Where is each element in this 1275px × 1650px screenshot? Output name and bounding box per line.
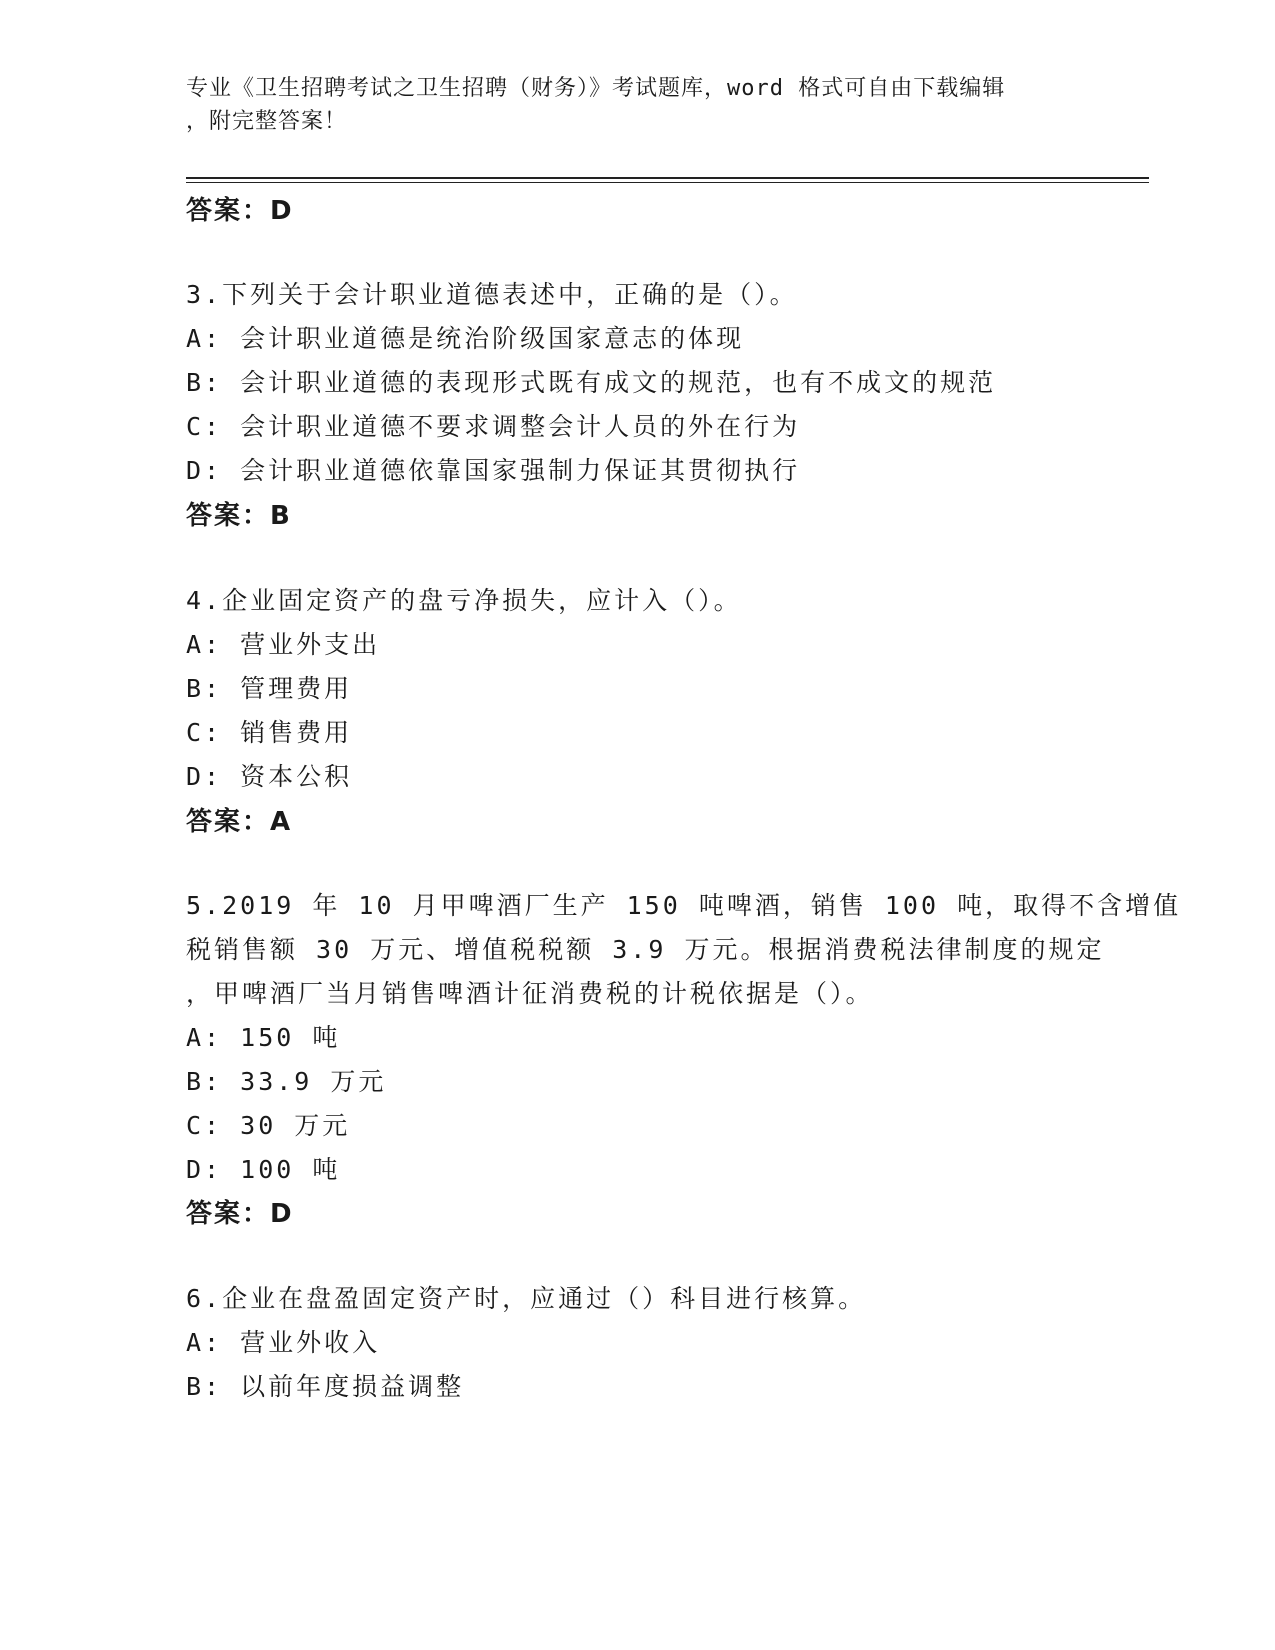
question-4-option-a: A: 营业外支出 xyxy=(186,630,381,659)
header-rule-thick xyxy=(186,177,1149,179)
question-4-answer: 答案：A xyxy=(186,807,293,837)
question-4-option-c: C: 销售费用 xyxy=(186,718,353,747)
question-4-stem: 4.企业固定资产的盘亏净损失，应计入（）。 xyxy=(186,586,742,615)
question-4-option-b: B: 管理费用 xyxy=(186,674,353,703)
header-line-1: 专业《卫生招聘考试之卫生招聘（财务）》考试题库，word 格式可自由下载编辑 xyxy=(186,76,1006,101)
answer-prev: 答案：D xyxy=(186,196,294,226)
header-rule-thin xyxy=(186,182,1149,183)
document-header xyxy=(186,72,1086,138)
question-6-option-a: A: 营业外收入 xyxy=(186,1328,381,1357)
question-5-stem-line-1: 5.2019 年 10 月甲啤酒厂生产 150 吨啤酒，销售 100 吨，取得不含增值 xyxy=(186,891,1182,920)
question-3-option-b: B: 会计职业道德的表现形式既有成文的规范，也有不成文的规范 xyxy=(186,368,997,397)
question-6-stem: 6.企业在盘盈固定资产时，应通过（）科目进行核算。 xyxy=(186,1284,867,1313)
question-6-option-b: B: 以前年度损益调整 xyxy=(186,1372,465,1401)
question-3-option-c: C: 会计职业道德不要求调整会计人员的外在行为 xyxy=(186,412,801,441)
question-5-option-a: A: 150 吨 xyxy=(186,1023,341,1052)
question-5-stem-line-3: ，甲啤酒厂当月销售啤酒计征消费税的计税依据是（）。 xyxy=(186,979,874,1008)
question-5-option-b: B: 33.9 万元 xyxy=(186,1067,387,1096)
question-5-stem-line-2: 税销售额 30 万元、增值税税额 3.9 万元。根据消费税法律制度的规定 xyxy=(186,935,1105,964)
question-5-answer: 答案：D xyxy=(186,1199,294,1229)
question-5-option-c: C: 30 万元 xyxy=(186,1111,351,1140)
question-5-option-d: D: 100 吨 xyxy=(186,1155,341,1184)
question-3-answer: 答案：B xyxy=(186,501,292,531)
question-3-option-d: D: 会计职业道德依靠国家强制力保证其贯彻执行 xyxy=(186,456,801,485)
question-3-stem: 3.下列关于会计职业道德表述中，正确的是（）。 xyxy=(186,280,798,309)
header-line-2: ，附完整答案！ xyxy=(186,109,348,134)
question-4-option-d: D: 资本公积 xyxy=(186,762,353,791)
question-3-option-a: A: 会计职业道德是统治阶级国家意志的体现 xyxy=(186,324,745,353)
